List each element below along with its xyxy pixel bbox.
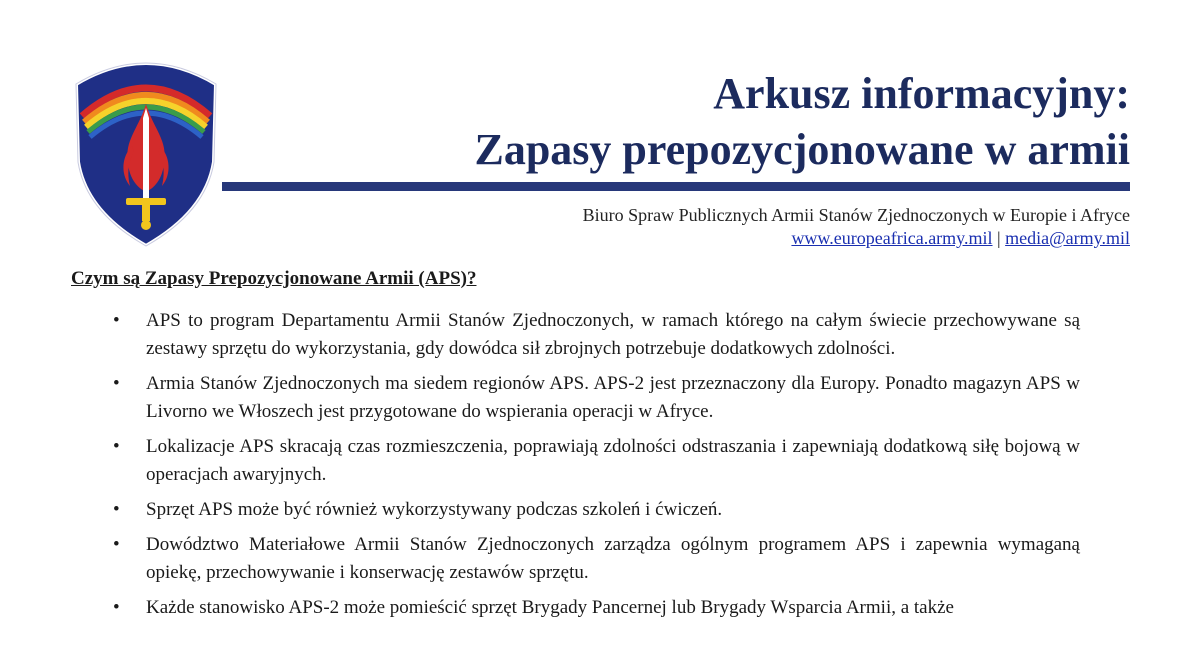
list-item [0, 594, 1080, 622]
title-line-2: Zapasy prepozycjonowane w armii [474, 125, 1130, 174]
email-link[interactable]: media@army.mil [1005, 228, 1130, 248]
list-item-text: Sprzęt APS może być również wykorzystywany podczas szkoleń i ćwiczeń. [146, 499, 723, 520]
bullet-icon: • [113, 499, 120, 520]
section-heading: Czym są Zapasy Prepozycjonowane Armii (APS)? [71, 268, 477, 289]
list-item-text: APS to program Departamentu Armii Stanów Zjednoczonych, w ramach którego na całym świecie przechowywane są zestawy sprzętu do wykorzystania, gdy dowódca sił zbrojnych potrzebuje dodatkowych zdolności. [146, 310, 1080, 359]
list-item [0, 433, 1080, 489]
list-item-text: Dowództwo Materiałowe Armii Stanów Zjednoczonych zarządza ogólnym programem APS i zapewnia wymaganą opiekę, przechowywanie i konserwację zestawów sprzętu. [146, 534, 1080, 583]
list-item-text: Każde stanowisko APS-2 może pomieścić sprzęt Brygady Pancernej lub Brygady Wsparcia Armii, a także [146, 597, 954, 618]
list-item [0, 307, 1080, 363]
contact-links [583, 227, 1130, 250]
bullet-icon: • [113, 310, 120, 331]
list-item [0, 531, 1080, 587]
shield-sword-icon [68, 52, 224, 250]
bullet-list [0, 307, 1200, 629]
list-item [0, 370, 1080, 426]
office-info [583, 204, 1130, 250]
page-title [474, 66, 1130, 178]
website-link[interactable]: www.europeafrica.army.mil [791, 228, 993, 248]
link-separator: | [997, 228, 1001, 248]
title-line-1: Arkusz informacyjny: [713, 69, 1130, 118]
bullet-icon: • [113, 436, 120, 457]
bullet-icon: • [113, 597, 120, 618]
list-item-text: Armia Stanów Zjednoczonych ma siedem regionów APS. APS-2 jest przeznaczony dla Europy. Ponadto magazyn APS w Livorno we Włoszech jest przygotowane do wspierania operacji w Afryce. [146, 373, 1080, 422]
header-divider [222, 182, 1130, 191]
list-item [0, 496, 1080, 524]
bullet-icon: • [113, 373, 120, 394]
office-name: Biuro Spraw Publicznych Armii Stanów Zjednoczonych w Europie i Afryce [582, 205, 1130, 225]
list-item-text: Lokalizacje APS skracają czas rozmieszczenia, poprawiają zdolności odstraszania i zapewniają dodatkową siłę bojową w operacjach awaryjnych. [146, 436, 1080, 485]
bullet-icon: • [113, 534, 120, 555]
